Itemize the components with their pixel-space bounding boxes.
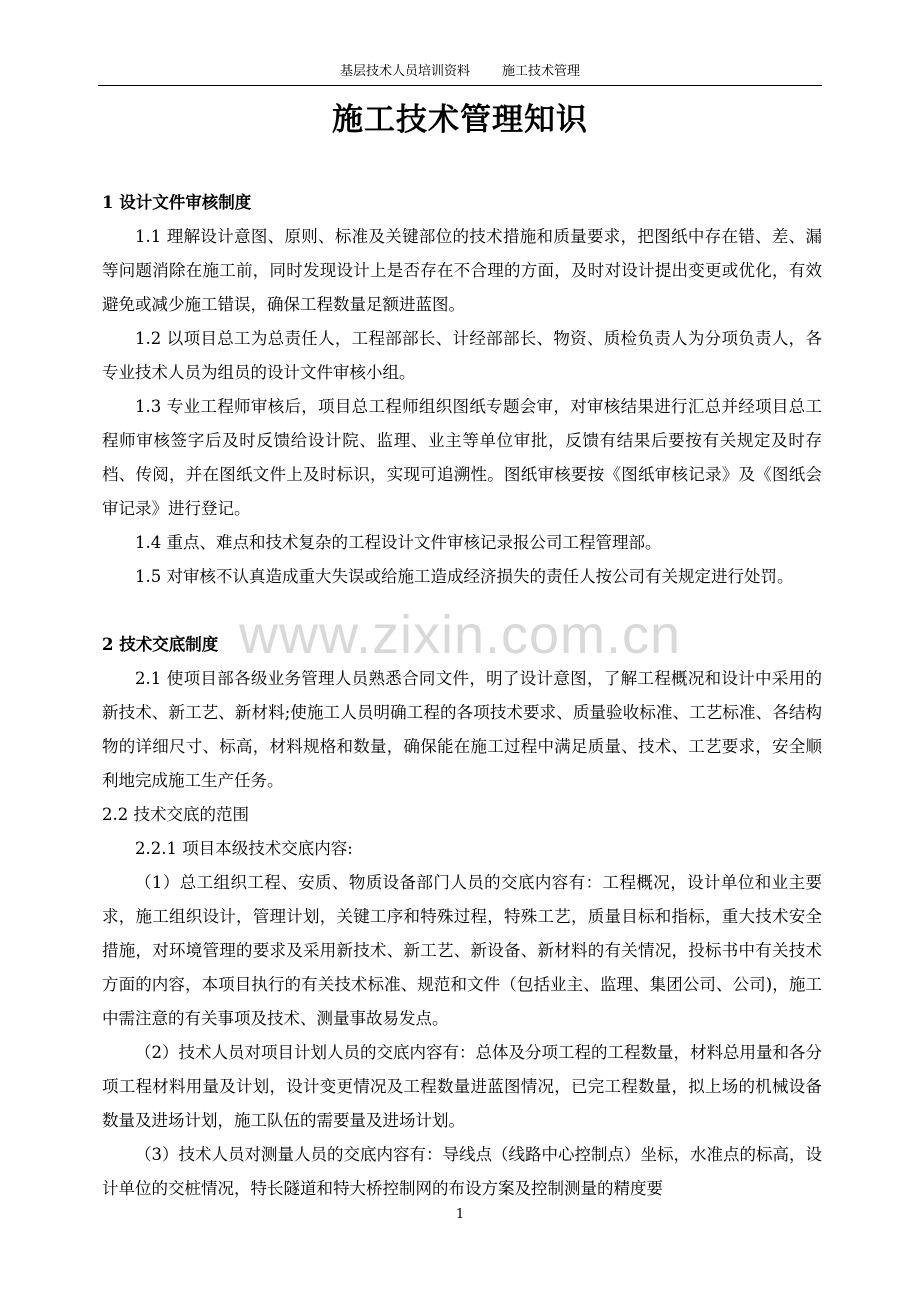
list-item-2: （2）技术人员对项目计划人员的交底内容有：总体及分项工程的工程数量，材料总用量和各分项工程材料用量及计划，设计变更情况及工程数量进蓝图情况，已完工程数量，拟上场的机械设备数量及进场计划，施工队伍的需要量及进场计划。 [102, 1043, 822, 1130]
paragraph-1-5: 1.5 对审核不认真造成重大失误或给施工造成经济损失的责任人按公司有关规定进行处罚。 [135, 567, 794, 586]
page-header [98, 62, 822, 82]
paragraph-1-2: 1.2 以项目总工为总责任人，工程部部长、计经部部长、物资、质检负责人为分项负责人，各专业技术人员为组员的设计文件审核小组。 [102, 329, 822, 382]
section-1-heading: 1 设计文件审核制度 [102, 193, 252, 212]
header-right: 施工技术管理 [502, 64, 581, 79]
list-item-1: （1）总工组织工程、安质、物质设备部门人员的交底内容有：工程概况，设计单位和业主要求，施工组织设计，管理计划，关键工序和特殊过程，特殊工艺，质量目标和指标，重大技术安全措施，对环境管理的要求及采用新技术、新工艺、新设备、新材料的有关情况，投标书中有关技术方面的内容，本项目执行的有关技术标准、规范和文件（包括业主、监理、集团公司、公司)，施工中需注意的有关事项及技术、测量事故易发点。 [102, 873, 822, 1028]
header-left: 基层技术人员培训资料 [339, 64, 470, 79]
section-2-heading: 2 技术交底制度 [102, 635, 219, 654]
paragraph-1-4: 1.4 重点、难点和技术复杂的工程设计文件审核记录报公司工程管理部。 [135, 533, 662, 552]
paragraph-2-1: 2.1 使项目部各级业务管理人员熟悉合同文件，明了设计意图，了解工程概况和设计中采用的新技术、新工艺、新材料;使施工人员明确工程的各项技术要求、质量验收标准、工艺标准、各结构物的详细尺寸、标高，材料规格和数量，确保能在施工过程中满足质量、技术、工艺要求，安全顺利地完成施工生产任务。 [102, 669, 822, 790]
page-number: 1 [455, 1207, 465, 1222]
paragraph-2-2-1: 2.2.1 项目本级技术交底内容: [135, 839, 353, 858]
document-body [102, 186, 822, 1206]
paragraph-2-2: 2.2 技术交底的范围 [102, 805, 249, 824]
header-rule [98, 85, 822, 86]
paragraph-1-1: 1.1 理解设计意图、原则、标准及关键部位的技术措施和质量要求，把图纸中存在错、差、漏等问题消除在施工前，同时发现设计上是否存在不合理的方面，及时对设计提出变更或优化，有效避免或减少施工错误，确保工程数量足额进蓝图。 [102, 227, 822, 314]
watermark: www.zixin.com.cn [238, 605, 682, 665]
paragraph-1-3: 1.3 专业工程师审核后，项目总工程师组织图纸专题会审，对审核结果进行汇总并经项目总工程师审核签字后及时反馈给设计院、监理、业主等单位审批，反馈有结果后要按有关规定及时存档、传阅，并在图纸文件上及时标识，实现可追溯性。图纸审核要按《图纸审核记录》及《图纸会审记录》进行登记。 [102, 397, 822, 518]
document-title: 施工技术管理知识 [332, 102, 588, 138]
list-item-3: （3）技术人员对测量人员的交底内容有：导线点（线路中心控制点）坐标，水准点的标高，设计单位的交桩情况，特长隧道和特大桥控制网的布设方案及控制测量的精度要 [102, 1145, 822, 1198]
